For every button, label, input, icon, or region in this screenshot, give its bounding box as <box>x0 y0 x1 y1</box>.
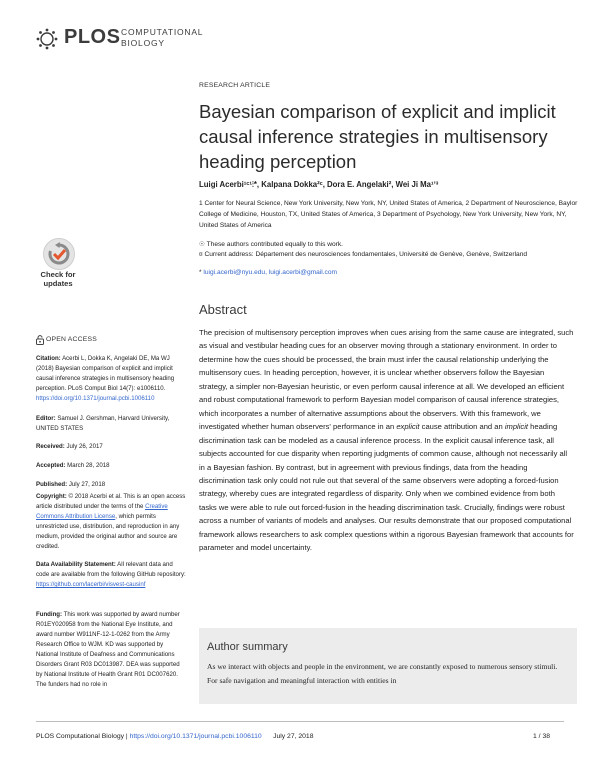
author-summary-heading: Author summary <box>207 641 288 653</box>
data-availability-block <box>36 560 186 590</box>
copyright-text-1: © 2018 Acerbi et al. This is an open access article distributed under the terms of the <box>36 493 186 510</box>
email-link[interactable]: luigi.acerbi@nyu.edu, luigi.acerbi@gmail.com <box>203 269 338 276</box>
affiliations: 1 Center for Neural Science, New York University, New York, NY, United States of America, 2 Department of Neuroscience, Baylor College of Medicine, Houston, TX, United States of America, 3 Department of Psychology, New York University, New York, NY, United States of America <box>199 200 578 229</box>
footer-journal: PLOS Computational Biology <box>36 733 125 740</box>
funding-text: This work was supported by award number R01EY020958 from the National Eye Institute, and award number W911NF-12-1-0262 from the Army Research Office to WJM. KD was supported by National Institute of Deafness and Communications Disorders Grant R03 DC013987. DEA was supported by National Institute of Health Grant R01 DC007620. The funders had no role in <box>36 611 180 688</box>
received-label: Received: <box>36 443 65 450</box>
citation-doi-link[interactable]: https://doi.org/10.1371/journal.pcbi.1006110 <box>36 395 155 402</box>
page-number: 1 / 38 <box>533 733 551 740</box>
article-title: Bayesian comparison of explicit and implicit causal inference strategies in multisensory heading perception <box>199 101 556 172</box>
received-value: July 26, 2017 <box>64 443 103 450</box>
abstract-heading: Abstract <box>199 302 247 317</box>
plos-logo-icon <box>36 28 62 50</box>
abstract-part-2: cause attribution and an <box>419 422 505 432</box>
footer-doi-link[interactable]: https://doi.org/10.1371/journal.pcbi.1006110 <box>129 733 262 740</box>
plos-logo-text: PLOS <box>64 26 121 48</box>
correspondence-note <box>199 269 337 276</box>
open-access-lock-icon <box>36 335 44 345</box>
funding-block <box>36 610 186 690</box>
editor-text: Samuel J. Gershman, Harvard University, UNITED STATES <box>36 415 170 432</box>
citation-label: Citation: <box>36 355 61 362</box>
data-availability-text: All relevant data and code are available from the following GitHub repository: <box>36 561 186 578</box>
footer-separator: | <box>124 733 130 740</box>
copyright-block <box>36 492 186 552</box>
abstract-emphasis-explicit: explicit <box>396 422 420 432</box>
open-access-label: OPEN ACCESS <box>46 336 97 343</box>
footer-citation <box>36 733 314 740</box>
published-label: Published: <box>36 481 68 488</box>
abstract-emphasis-implicit: implicit <box>504 422 529 432</box>
abstract-text <box>199 326 574 555</box>
accepted-label: Accepted: <box>36 462 66 469</box>
funding-label: Funding: <box>36 611 63 618</box>
check-for-updates-icon[interactable] <box>43 238 75 270</box>
data-availability-label: Data Availability Statement: <box>36 561 116 568</box>
accepted-value: March 28, 2018 <box>65 462 110 469</box>
editor-label: Editor: <box>36 415 56 422</box>
current-address-note: ¤ Current address: Département des neurosciences fondamentales, Université de Genève, Genève, Switzerland <box>199 251 528 258</box>
equal-contribution-note: ☉ These authors contributed equally to this work. <box>199 241 343 248</box>
citation-text: Acerbi L, Dokka K, Angelaki DE, Ma WJ (2018) Bayesian comparison of explicit and implicit causal inference strategies in multisensory heading perception. PLoS Comput Biol 14(7): e1006110. <box>36 355 175 392</box>
abstract-part-1: The precision of multisensory perception improves when cues arising from the same cause are integrated, such as visual and vestibular heading cues for an observer moving through a stationary environment. In order to determine how the cues should be processed, the brain must infer the causal relationship underlying the multisensory cues. In heading perception, however, it is unclear whether observers follow the Bayesian strategy, a simpler non-Bayesian heuristic, or even perform causal inference at all. We developed an efficient and robust computational framework to perform Bayesian model comparison of causal inference strategies, which incorporates a number of alternative assumptions about the observers. With this framework, we investigated whether human observers' performance in an <box>199 328 574 432</box>
check-for-updates-label[interactable]: Check for updates <box>40 270 76 288</box>
cc-license-link[interactable]: Creative Commons Attribution License <box>36 503 168 520</box>
citation-block <box>36 354 186 404</box>
abstract-part-3: heading discrimination task can be modeled as a causal inference process. In the explicit causal inference task, all subjects accounted for cue disparity when reporting judgments of common cause, although not necessarily all in a Bayesian fashion. By contrast, but in agreement with previous findings, data from the heading discrimination task only could not rule out that several of the same observers were adopting a forced-fusion strategy, whereby cues are integrated regardless of disparity. Only when we combined evidence from both tasks we were able to rule out forced-fusion in the heading discrimination task. Crucially, findings were robust across a number of variants of models and analyses. Our results demonstrate that our proposed computational framework allows researchers to ask complex questions within a rigorous Bayesian framework that accounts for parameter and model uncertainty. <box>199 422 574 553</box>
copyright-label: Copyright: <box>36 493 67 500</box>
accepted-date <box>36 461 186 471</box>
copyright-text-2: , which permits unrestricted use, distribution, and reproduction in any medium, provided the original author and source are credited. <box>36 513 180 550</box>
editor-block <box>36 414 186 434</box>
received-date <box>36 442 186 452</box>
github-repo-link[interactable]: https://github.com/lacerbi/visvest-causinf <box>36 581 146 588</box>
footer-date: July 27, 2018 <box>273 733 314 740</box>
correspondence-marker: * <box>199 269 204 276</box>
journal-name-line2: BIOLOGY <box>121 38 165 48</box>
journal-name-line1: COMPUTATIONAL <box>121 27 204 37</box>
published-value: July 27, 2018 <box>67 481 106 488</box>
author-summary-text: As we interact with objects and people in the environment, we are constantly exposed to numerous sensory stimuli. For safe navigation and meaningful interaction with entities in <box>207 662 558 685</box>
footer-divider <box>36 721 564 722</box>
published-date <box>36 480 186 490</box>
author-list: Luigi Acerbi¹ᶜ¹⫶*, Kalpana Dokka²ᶜ, Dora E. Angelaki², Wei Ji Ma¹ʼ³ <box>199 180 439 189</box>
article-type: RESEARCH ARTICLE <box>199 82 271 89</box>
